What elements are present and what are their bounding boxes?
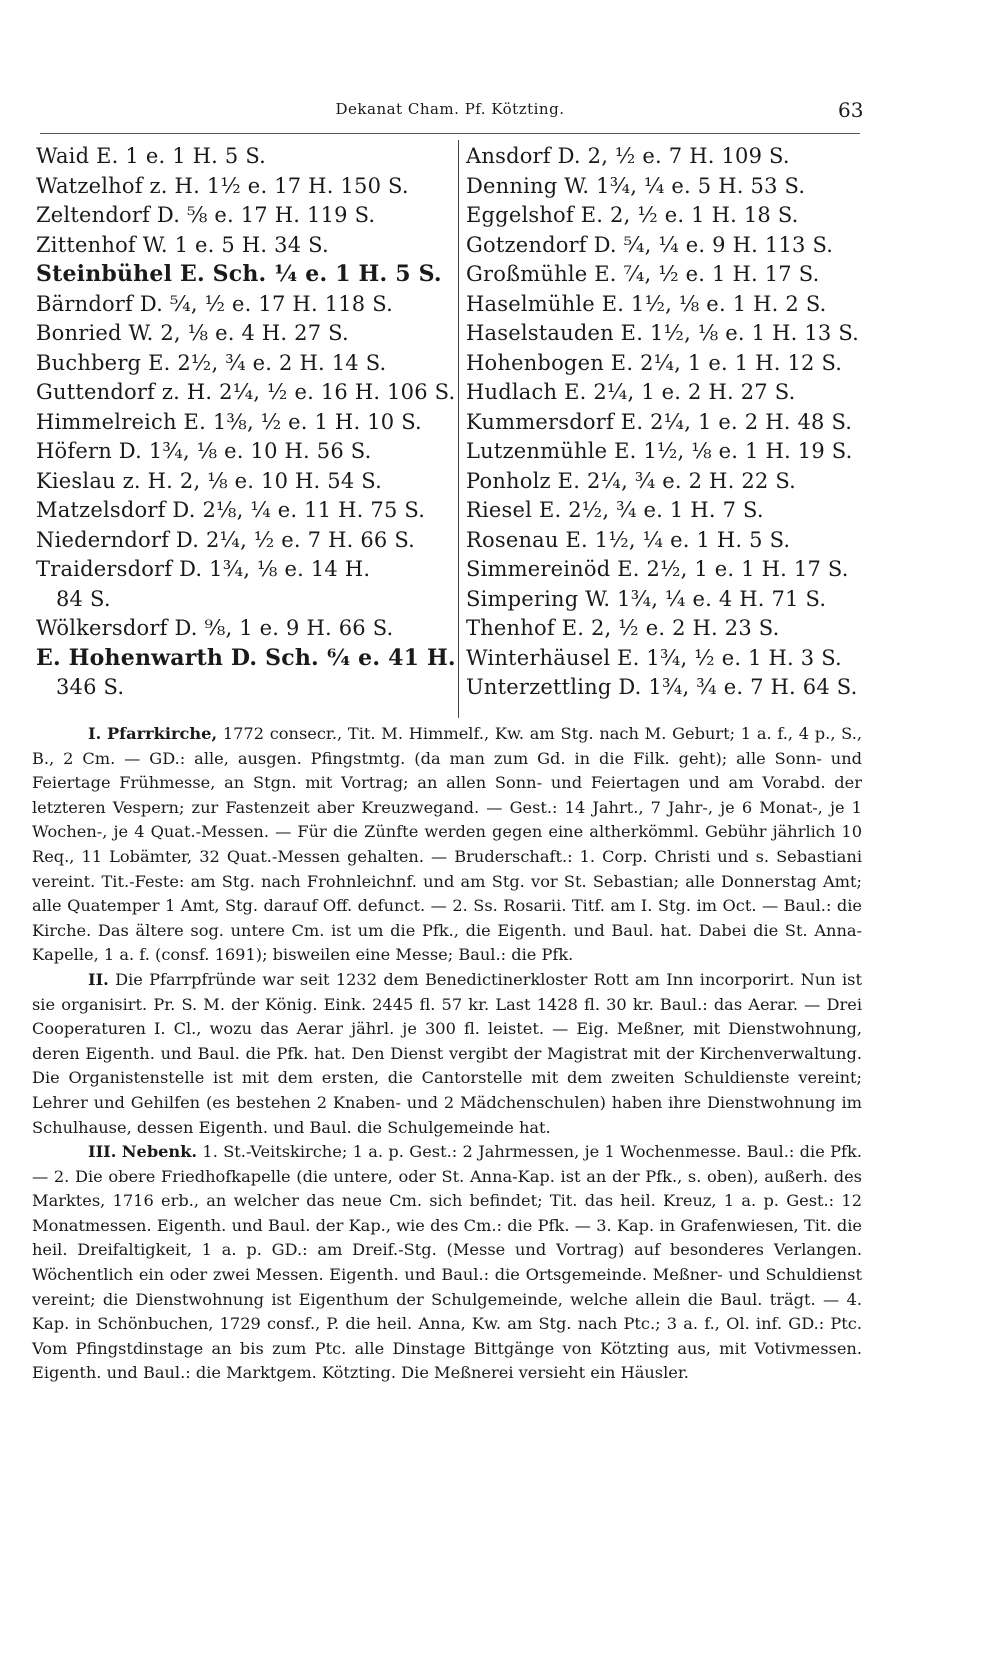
page-number: 63 bbox=[838, 98, 864, 122]
place-entry: Ansdorf D. 2, ½ e. 7 H. 109 S. bbox=[466, 144, 790, 168]
place-entry: Eggelshof E. 2, ½ e. 1 H. 18 S. bbox=[466, 203, 799, 227]
section-title: Pfarrkirche, bbox=[106, 724, 218, 743]
place-entry: Unterzettling D. 1¾, ¾ e. 7 H. 64 S. bbox=[466, 675, 858, 699]
place-entry: Guttendorf z. H. 2¼, ½ e. 16 H. 106 S. bbox=[36, 380, 456, 404]
section-text: Die Pfarrpfründe war seit 1232 dem Benedictinerkloster Rott am Inn incorporirt. Nun ist sie organisirt. Pr. S. M. der König. Eink. 2445 fl. 57 kr. Last 1428 fl. 30 kr. Baul.: das Aerar. — Drei Cooperaturen I. Cl., wozu das Aerar jährl. je 300 fl. leistet. — Eig. Meßner, mit Dienstwohnung, deren Eigenth. und Baul. die Pfk. hat. Den Dienst vergibt der Magistrat mit der Kirchenverwaltung. Die Organistenstelle ist mit dem ersten, die Cantorstelle mit dem zweiten Schuldienste vereint; Lehrer und Gehilfen (es bestehen 2 Knaben- und 2 Mädchenschulen) haben ihre Dienstwohnung im Schulhause, dessen Eigenth. und Baul. die Schulgemeinde hat. bbox=[32, 969, 862, 1137]
running-head: Dekanat Cham. Pf. Kötzting. bbox=[335, 100, 565, 118]
place-entry: Simmereinöd E. 2½, 1 e. 1 H. 17 S. bbox=[466, 557, 849, 581]
place-list-left bbox=[36, 142, 456, 703]
column-divider bbox=[458, 140, 459, 718]
place-entry: Kummersdorf E. 2¼, 1 e. 2 H. 48 S. bbox=[466, 409, 853, 434]
place-entry: Hudlach E. 2¼, 1 e. 2 H. 27 S. bbox=[466, 380, 796, 404]
place-entry: Hohenbogen E. 2¼, 1 e. 1 H. 12 S. bbox=[466, 350, 843, 375]
place-entry: Ponholz E. 2¼, ¾ e. 2 H. 22 S. bbox=[466, 468, 797, 493]
place-entry: Haselmühle E. 1½, ⅛ e. 1 H. 2 S. bbox=[466, 291, 827, 316]
section-text: 1772 consecr., Tit. M. Himmelf., Kw. am Stg. nach M. Geburt; 1 a. f., 4 p., S., B., 2 Cm. — GD.: alle, ausgen. Pfingstmtg. (da man zum Gd. in die Filk. geht); alle Sonn- und Feiertage Frühmesse, an Stgn. mit Vortrag; an allen Sonn- und Feiertagen und am Vorabd. der letzteren Vespern; zur Fastenzeit aber Kreuzwegand. — Gest.: 14 Jahrt., 7 Jahr-, je 6 Monat-, je 1 Wochen-, je 4 Quat.-Messen. — Für die Zünfte werden gegen eine altherkömml. Gebühr jährlich 10 Req., 11 Lobämter, 32 Quat.-Messen gehalten. — Bruderschaft.: 1. Corp. Christi und s. Sebastiani vereint. Tit.-Feste: am Stg. nach Frohnleichnf. und am Stg. vor St. Sebastian; alle Donnerstag Amt; alle Quatemper 1 Amt, Stg. darauf Off. defunct. — 2. Ss. Rosarii. Titf. am I. Stg. im Oct. — Baul.: die Kirche. Das ältere sog. untere Cm. ist um die Pfk., die Eigenth. und Baul. hat. Dabei die St. Anna-Kapelle, 1 a. f. (consf. 1691); bisweilen eine Messe; Baul.: die Pfk. bbox=[32, 724, 862, 965]
place-entry: Niederndorf D. 2¼, ½ e. 7 H. 66 S. bbox=[36, 527, 416, 552]
place-entry: Thenhof E. 2, ½ e. 2 H. 23 S. bbox=[466, 616, 780, 640]
place-entry: Lutzenmühle E. 1½, ⅛ e. 1 H. 19 S. bbox=[466, 439, 853, 463]
place-entry: Traidersdorf D. 1¾, ⅛ e. 14 H. bbox=[36, 557, 371, 581]
section-number: I. bbox=[88, 724, 102, 743]
place-entry: Zittenhof W. 1 e. 5 H. 34 S. bbox=[36, 232, 329, 257]
place-entry: Höfern D. 1¾, ⅛ e. 10 H. 56 S. bbox=[36, 439, 372, 463]
place-entry: 84 S. bbox=[56, 586, 111, 611]
place-entry: Wölkersdorf D. ⁹⁄₈, 1 e. 9 H. 66 S. bbox=[36, 616, 394, 640]
place-entry: Zeltendorf D. ⅝ e. 17 H. 119 S. bbox=[36, 203, 376, 227]
place-entry: Denning W. 1¾, ¼ e. 5 H. 53 S. bbox=[466, 173, 806, 198]
place-entry: Himmelreich E. 1⅜, ½ e. 1 H. 10 S. bbox=[36, 409, 422, 434]
place-entry: Haselstauden E. 1½, ⅛ e. 1 H. 13 S. bbox=[466, 321, 860, 345]
section-number: III. bbox=[88, 1142, 117, 1162]
place-entry: Simpering W. 1¾, ¼ e. 4 H. 71 S. bbox=[466, 586, 827, 611]
place-list-right bbox=[466, 142, 866, 703]
place-entry: Riesel E. 2½, ¾ e. 1 H. 7 S. bbox=[466, 498, 764, 522]
header-rule bbox=[40, 133, 860, 134]
place-entry: Rosenau E. 1½, ¼ e. 1 H. 5 S. bbox=[466, 527, 791, 552]
section-title: Nebenk. bbox=[121, 1142, 198, 1162]
place-entry: Großmühle E. ⁷⁄₄, ½ e. 1 H. 17 S. bbox=[466, 262, 820, 286]
section-text: 1. St.-Veitskirche; 1 a. p. Gest.: 2 Jahrmessen, je 1 Wochenmesse. Baul.: die Pfk. — 2. Die obere Friedhofkapelle (die untere, oder St. Anna-Kap. ist an der Pfk., s. oben), außerh. des Marktes, 1716 erb., an welcher das neue Cm. sich befindet; Tit. das heil. Kreuz, 1 a. p. Gest.: 12 Monatmessen. Eigenth. und Baul. der Kap., wie des Cm.: die Pfk. — 3. Kap. in Grafenwiesen, Tit. die heil. Dreifaltigkeit, 1 a. p. GD.: am Dreif.-Stg. (Messe und Vortrag) auf besonderes Verlangen. Wöchentlich ein oder zwei Messen. Eigenth. und Baul.: die Ortsgemeinde. Meßner- und Schuldienst vereint; die Dienstwohnung ist Eigenthum der Schulgemeinde, welche allein die Baul. trägt. — 4. Kap. in Schönbuchen, 1729 consf., P. die heil. Anna, Kw. am Stg. nach Ptc.; 3 a. f., Ol. inf. GD.: Ptc. Vom Pfingstdinstage an bis zum Ptc. alle Dinstage Bittgänge von Kötzting aus, mit Votivmessen. Eigenth. und Baul.: die Marktgem. Kötzting. Die Meßnerei versieht ein Häusler. bbox=[32, 1142, 862, 1383]
place-entry: Steinbühel E. Sch. ¼ e. 1 H. 5 S. bbox=[36, 261, 442, 287]
place-entry: Waid E. 1 e. 1 H. 5 S. bbox=[36, 144, 267, 168]
parish-description bbox=[32, 722, 862, 1386]
section-paragraph bbox=[32, 968, 862, 1140]
section-number: II. bbox=[88, 969, 109, 989]
section-paragraph bbox=[32, 722, 862, 968]
place-entry: E. Hohenwarth D. Sch. ⁶⁄₄ e. 41 H. bbox=[36, 644, 456, 671]
place-entry: Kieslau z. H. 2, ⅛ e. 10 H. 54 S. bbox=[36, 468, 383, 493]
place-entry: Watzelhof z. H. 1½ e. 17 H. 150 S. bbox=[36, 173, 409, 198]
place-entry: Bonried W. 2, ⅛ e. 4 H. 27 S. bbox=[36, 321, 349, 345]
place-entry: 346 S. bbox=[56, 675, 125, 699]
place-entry: Matzelsdorf D. 2⅛, ¼ e. 11 H. 75 S. bbox=[36, 498, 426, 522]
place-entry: Gotzendorf D. ⁵⁄₄, ¼ e. 9 H. 113 S. bbox=[466, 232, 834, 257]
place-entry: Buchberg E. 2½, ¾ e. 2 H. 14 S. bbox=[36, 350, 387, 375]
section-paragraph bbox=[32, 1140, 862, 1386]
place-entry: Bärndorf D. ⁵⁄₄, ½ e. 17 H. 118 S. bbox=[36, 291, 393, 316]
place-entry: Winterhäusel E. 1¾, ½ e. 1 H. 3 S. bbox=[466, 645, 842, 670]
